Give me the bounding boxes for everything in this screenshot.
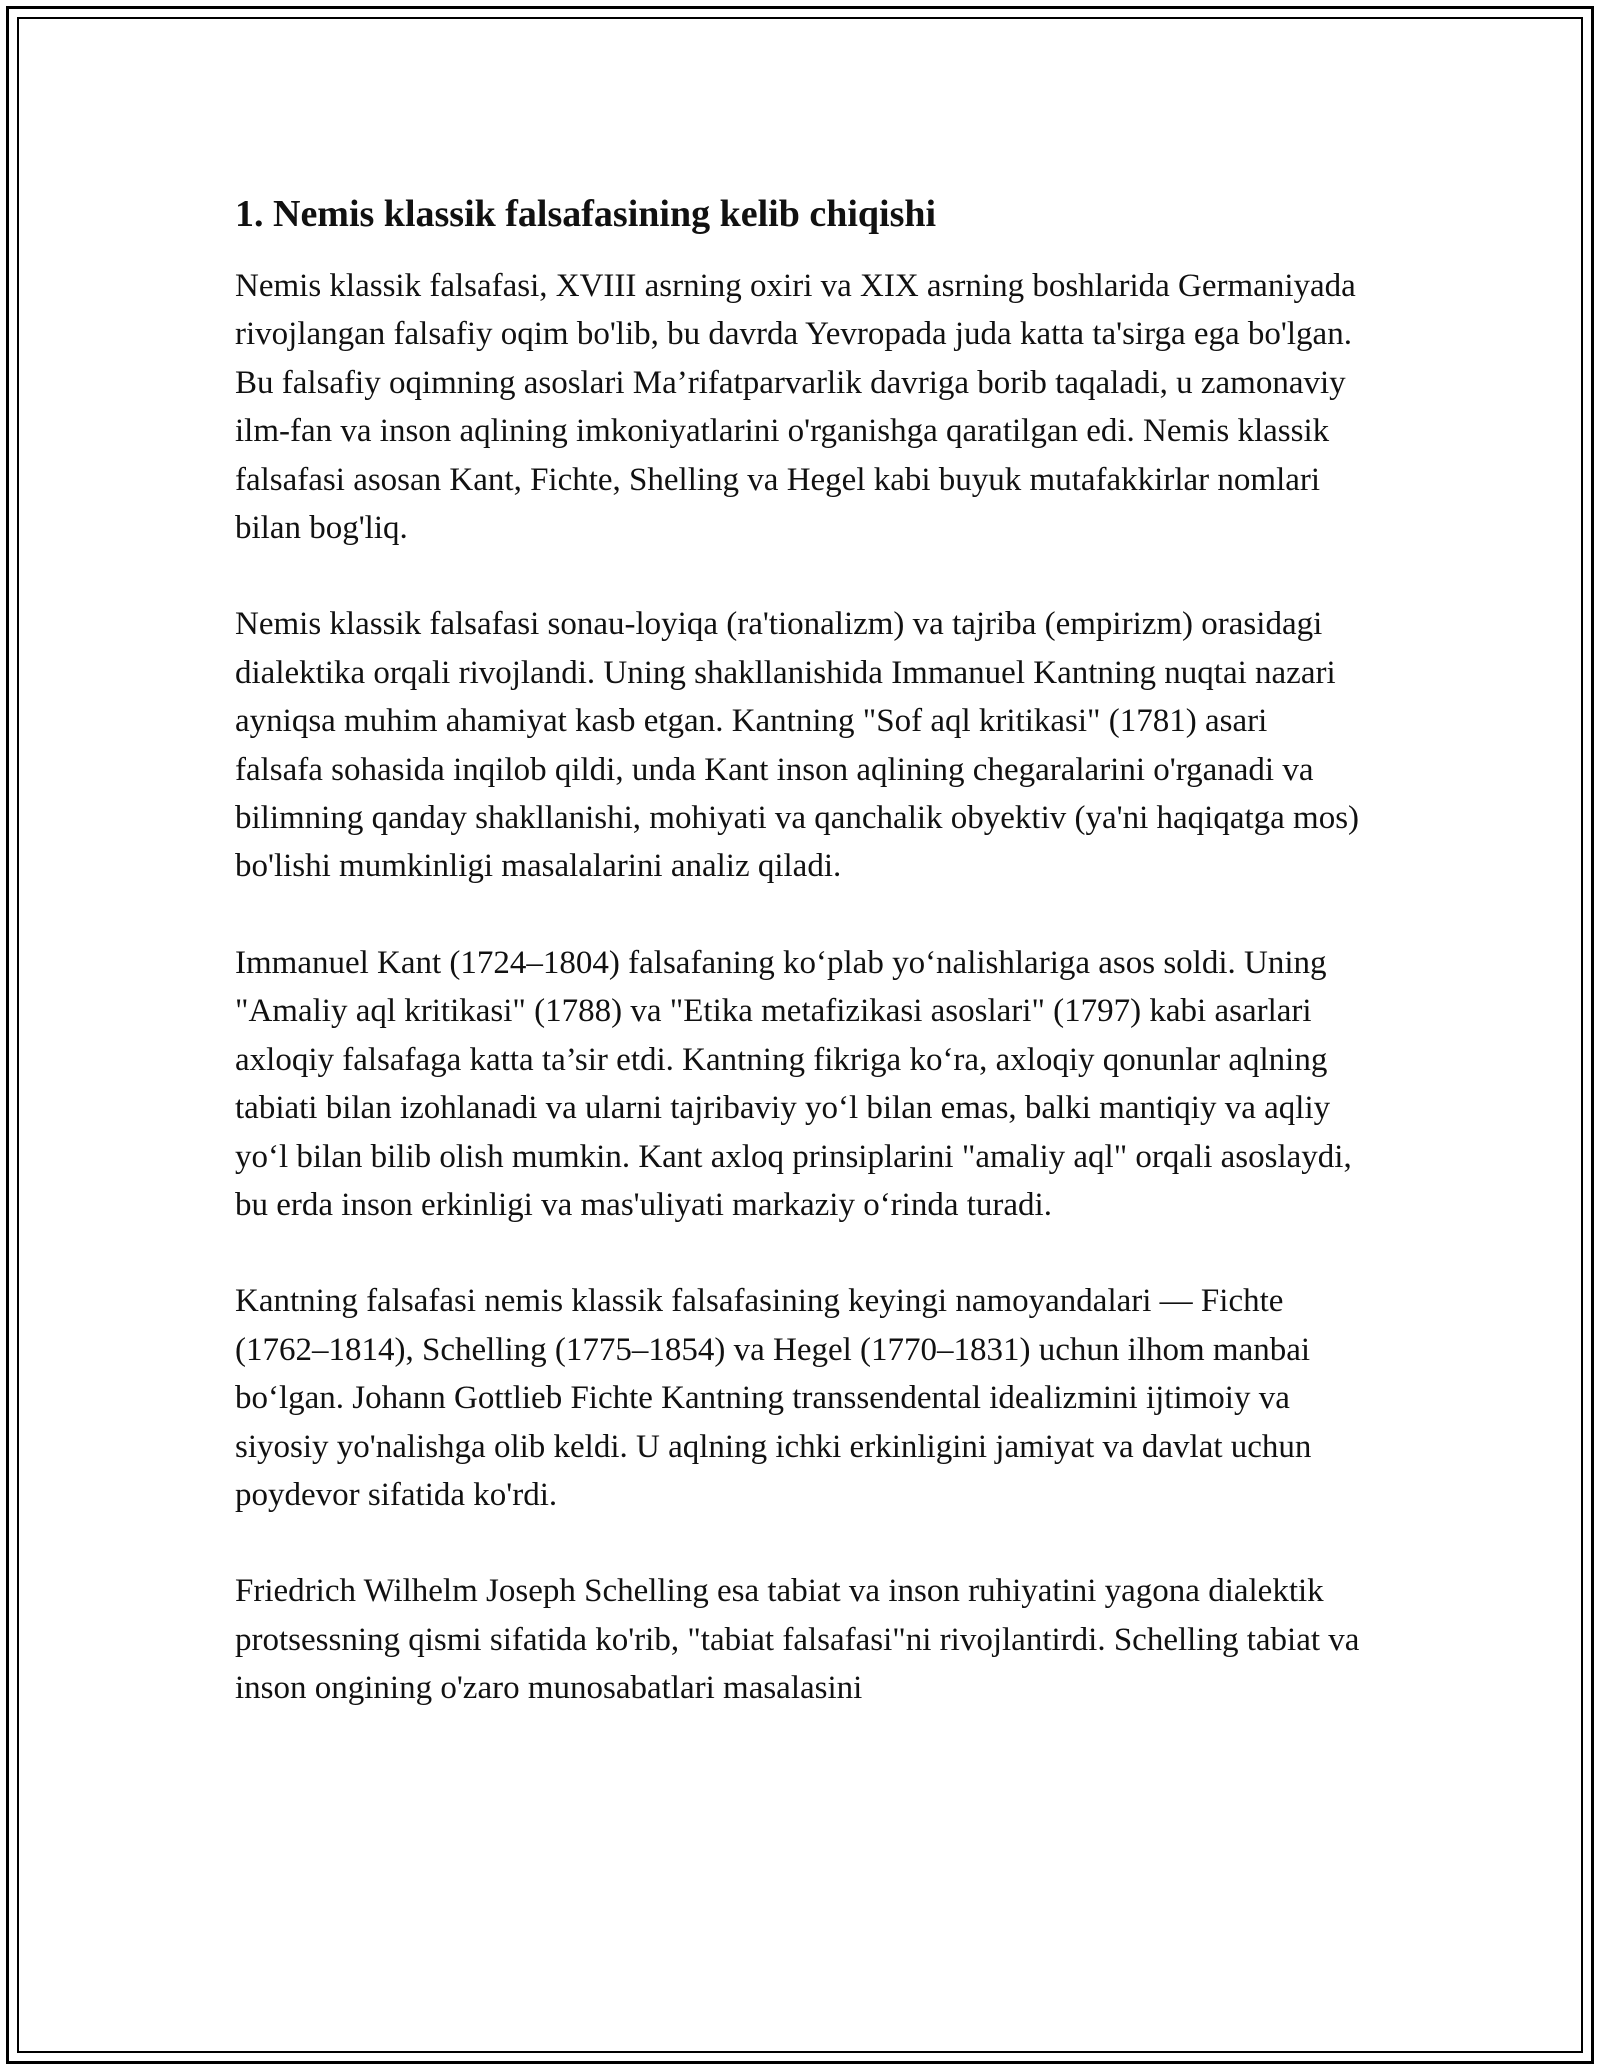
section-heading: 1. Nemis klassik falsafasining kelib chiqishi [235,193,937,235]
paragraph-3: Immanuel Kant (1724–1804) falsafaning ko‘plab yo‘nalishlariga asos soldi. Uning "Amaliy aql kritikasi" (1788) va "Etika metafizikasi asoslari" (1797) kabi asarlari axloqiy falsafaga katta ta’sir etdi. Kantning fikriga ko‘ra, axloqiy qonunlar aqlning tabiati bilan izohlanadi va ularni tajribaviy yo‘l bilan emas, balki mantiqiy va aqliy yo‘l bilan bilib olish mumkin. Kant axloq prinsiplarini "amaliy aql" orqali asoslaydi, bu erda inson erkinligi va mas'uliyati markaziy o‘rinda turadi. [235,944,1352,1223]
document-body [235,188,1360,1761]
paragraph-1: Nemis klassik falsafasi, XVIII asrning oxiri va XIX asrning boshlarida Germaniyada rivojlangan falsafiy oqim bo'lib, bu davrda Yevropada juda katta ta'sirga ega bo'lgan. Bu falsafiy oqimning asoslari Ma’rifatparvarlik davriga borib taqaladi, u zamonaviy ilm-fan va inson aqlining imkoniyatlarini o'rganishga qaratilgan edi. Nemis klassik falsafasi asosan Kant, Fichte, Shelling va Hegel kabi buyuk mutafakkirlar nomlari bilan bog'liq. [235,268,1356,547]
paragraph-5: Friedrich Wilhelm Joseph Schelling esa tabiat va inson ruhiyatini yagona dialektik protsessning qismi sifatida ko'rib, "tabiat falsafasi"ni rivojlantirdi. Schelling tabiat va inson ongining o'zaro munosabatlari masalasini [235,1573,1360,1707]
paragraph-4: Kantning falsafasi nemis klassik falsafasining keyingi namoyandalari — Fichte (1762–1814), Schelling (1775–1854) va Hegel (1770–1831) uchun ilhom manbai bo‘lgan. Johann Gottlieb Fichte Kantning transsendental idealizmini ijtimoiy va siyosiy yo'nalishga olib keldi. U aqlning ichki erkinligini jamiyat va davlat uchun poydevor sifatida ko'rdi. [235,1283,1312,1513]
paragraph-2: Nemis klassik falsafasi sonau-loyiqa (ra'tionalizm) va tajriba (empirizm) orasidagi dialektika orqali rivojlandi. Uning shakllanishida Immanuel Kantning nuqtai nazari ayniqsa muhim ahamiyat kasb etgan. Kantning "Sof aql kritikasi" (1781) asari falsafa sohasida inqilob qildi, unda Kant inson aqlining chegaralarini o'rganadi va bilimning qanday shakllanishi, mohiyati va qanchalik obyektiv (ya'ni haqiqatga mos) bo'lishi mumkinligi masalalarini analiz qiladi. [235,606,1360,885]
